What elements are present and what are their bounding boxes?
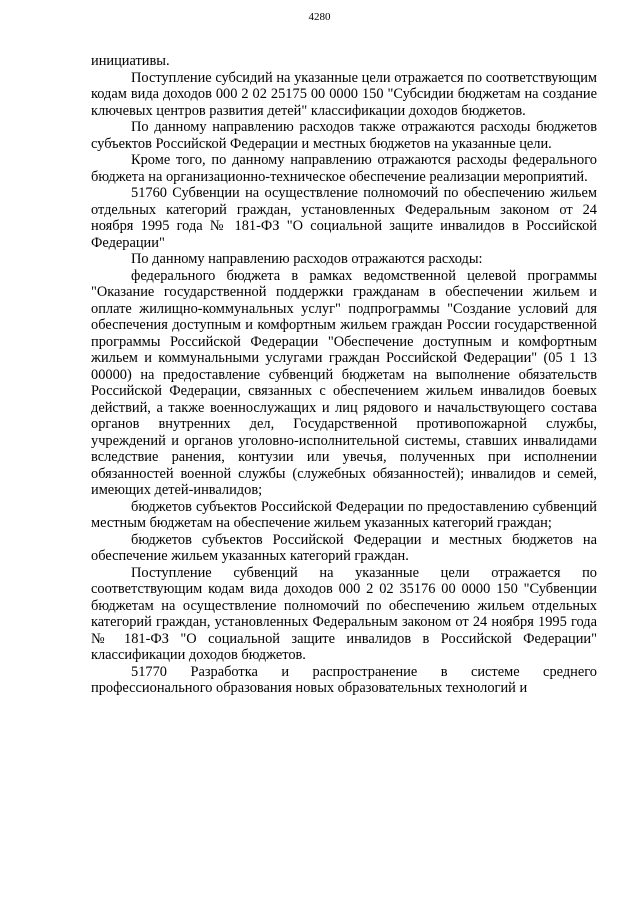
paragraph: инициативы. (91, 53, 170, 69)
section-heading-51770: 51770 Разработка и распространение в системе среднего профессионального образования новых образовательных технологий и (91, 663, 597, 696)
paragraph: Кроме того, по данному направлению отражаются расходы федерального бюджета на организационно-техническое обеспечение реализации мероприятий. (91, 152, 597, 185)
section-heading-51760: 51760 Субвенции на осуществление полномочий по обеспечению жильем отдельных категорий граждан, установленных Федеральным законом от 24 ноября 1995 года № 181-ФЗ "О социальной защите инвалидов в Российской Федерации" (91, 185, 597, 251)
paragraph: бюджетов субъектов Российской Федерации и местных бюджетов на обеспечение жильем указанных категорий граждан. (91, 531, 597, 564)
paragraph: Поступление субвенций на указанные цели отражается по соответствующим кодам вида доходов 000 2 02 35176 00 0000 150 "Субвенции бюджетам на осуществление полномочий по обеспечению жильем отдельных категорий граждан, установленных Федеральным законом от 24 ноября 1995 года № 181-ФЗ "О социальной защите инвалидов в Российской Федерации" классификации доходов бюджетов. (91, 564, 597, 663)
paragraph: По данному направлению расходов отражаются расходы: (131, 251, 483, 267)
page-number: 4280 (308, 11, 331, 23)
paragraph: федерального бюджета в рамках ведомственной целевой программы "Оказание государственной поддержки гражданам в обеспечении жильем и оплате жилищно-коммунальных услуг" подпрограммы "Создание условий для обеспечения доступным и комфортным жильем граждан России государственной программы Российской Федерации "Обеспечение доступным и комфортным жильем и коммунальными услугами граждан Российской Федерации" (05 1 13 00000) на предоставление субвенций бюджетам на выполнение обязательств Российской Федерации, связанных с обеспечением жильем инвалидов боевых действий, а также военнослужащих и лиц рядового и начальствующего состава органов внутренних дел, Государственной противопожарной службы, учреждений и органов уголовно-исполнительной системы, ставших инвалидами вследствие ранения, контузии или увечья, полученных при исполнении обязанностей военной службы (служебных обязанностей); инвалидов и семей, имеющих детей-инвалидов; (91, 267, 597, 498)
paragraph: Поступление субсидий на указанные цели отражается по соответствующим кодам вида доходов 000 2 02 25175 00 0000 150 "Субсидии бюджетам на создание ключевых центров развития детей" классификации доходов бюджетов. (91, 69, 597, 119)
document-body (91, 53, 597, 697)
paragraph: По данному направлению расходов также отражаются расходы бюджетов субъектов Российской Федерации и местных бюджетов на указанные цели. (91, 119, 597, 152)
paragraph: бюджетов субъектов Российской Федерации по предоставлению субвенций местным бюджетам на обеспечение жильем указанных категорий граждан; (91, 498, 597, 531)
